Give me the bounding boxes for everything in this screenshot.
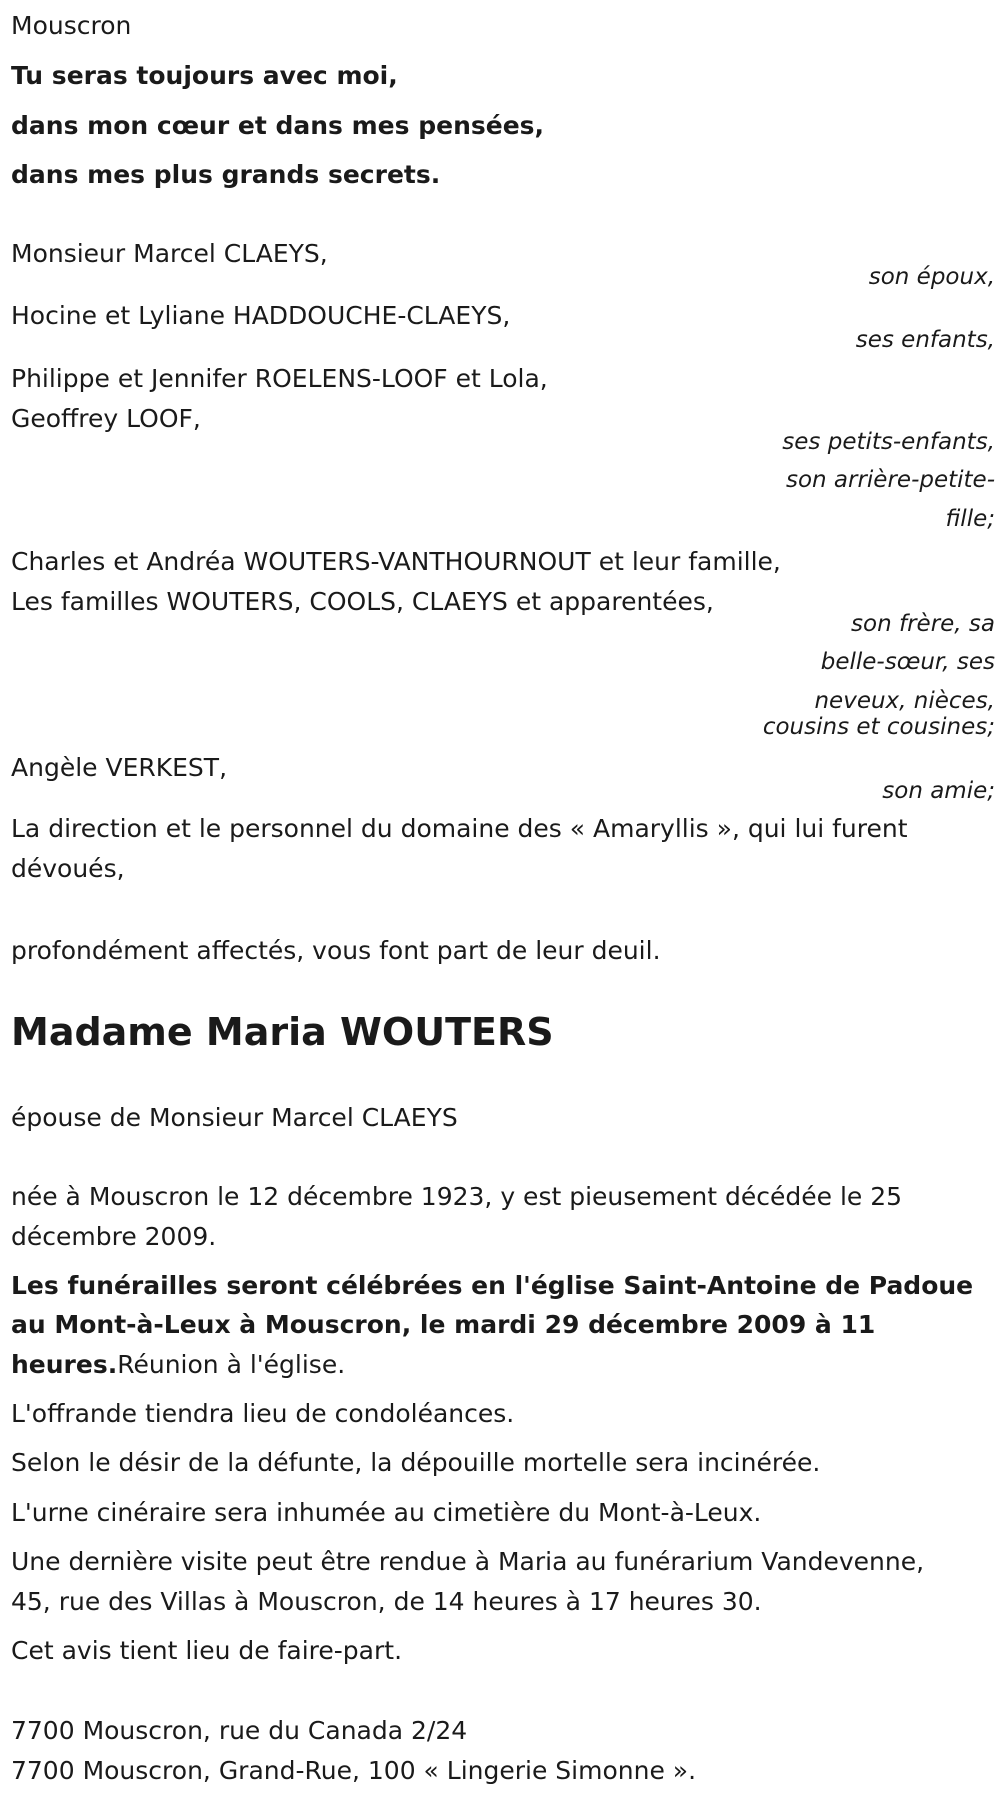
verse-line-1: Tu seras toujours avec moi, <box>11 61 398 90</box>
note-urn: L'urne cinéraire sera inhumée au cimetière du Mont-à-Leux. <box>11 1498 762 1527</box>
note-visit-2: 45, rue des Villas à Mouscron, de 14 heures à 17 heures 30. <box>11 1587 762 1616</box>
relation-friend: son amie; <box>882 778 995 804</box>
funeral-time: heures. <box>11 1350 118 1379</box>
mourner-children-name: Hocine et Lyliane HADDOUCHE-CLAEYS, <box>11 301 511 330</box>
funeral-line-2: au Mont-à-Leux à Mouscron, le mardi 29 décembre 2009 à 11 <box>11 1310 876 1339</box>
mourner-grandchildren-name-1: Philippe et Jennifer ROELENS-LOOF et Lola, <box>11 364 548 393</box>
birth-death-line-1: née à Mouscron le 12 décembre 1923, y est pieusement décédée le 25 <box>11 1182 903 1211</box>
city-header: Mouscron <box>11 11 132 40</box>
verse-line-3: dans mes plus grands secrets. <box>11 160 441 189</box>
mourner-sibling-name-2: Les familles WOUTERS, COOLS, CLAEYS et apparentées, <box>11 587 714 616</box>
relation-grandchildren-2: son arrière-petite- <box>785 467 995 493</box>
address-2: 7700 Mouscron, Grand-Rue, 100 « Lingerie Simonne ». <box>11 1756 697 1785</box>
relation-sibling-2: belle-sœur, ses <box>820 649 995 675</box>
spouse-line: épouse de Monsieur Marcel CLAEYS <box>11 1103 458 1132</box>
mourner-spouse-name: Monsieur Marcel CLAEYS, <box>11 239 328 268</box>
note-offering: L'offrande tiendra lieu de condoléances. <box>11 1399 515 1428</box>
relation-spouse: son époux, <box>868 264 995 290</box>
gathering-text: Réunion à l'église. <box>117 1350 346 1379</box>
mourner-sibling-name-1: Charles et Andréa WOUTERS-VANTHOURNOUT et leur famille, <box>11 547 781 576</box>
note-visit-1: Une dernière visite peut être rendue à Maria au funérarium Vandevenne, <box>11 1547 925 1576</box>
mourner-staff-name-2: dévoués, <box>11 854 125 883</box>
deceased-name: Madame Maria WOUTERS <box>11 1010 554 1054</box>
verse-line-2: dans mon cœur et dans mes pensées, <box>11 111 545 140</box>
relation-sibling-1: son frère, sa <box>851 611 995 637</box>
relation-children: ses enfants, <box>855 327 995 353</box>
funeral-line-1: Les funérailles seront célébrées en l'église Saint-Antoine de Padoue <box>11 1271 974 1300</box>
relation-sibling-4: cousins et cousines; <box>762 714 995 740</box>
announcement-text: profondément affectés, vous font part de leur deuil. <box>11 936 661 965</box>
note-faire-part: Cet avis tient lieu de faire-part. <box>11 1636 403 1665</box>
birth-death-line-2: décembre 2009. <box>11 1222 217 1251</box>
mourner-staff-name-1: La direction et le personnel du domaine des « Amaryllis », qui lui furent <box>11 814 908 843</box>
relation-grandchildren-3: fille; <box>945 506 995 532</box>
relation-sibling-3: neveux, nièces, <box>814 688 995 714</box>
relation-grandchildren-1: ses petits-enfants, <box>782 429 995 455</box>
mourner-friend-name: Angèle VERKEST, <box>11 753 228 782</box>
address-1: 7700 Mouscron, rue du Canada 2/24 <box>11 1716 468 1745</box>
note-cremation: Selon le désir de la défunte, la dépouille mortelle sera incinérée. <box>11 1448 821 1477</box>
funeral-line-3 <box>11 1345 345 1385</box>
mourner-grandchildren-name-2: Geoffrey LOOF, <box>11 404 201 433</box>
